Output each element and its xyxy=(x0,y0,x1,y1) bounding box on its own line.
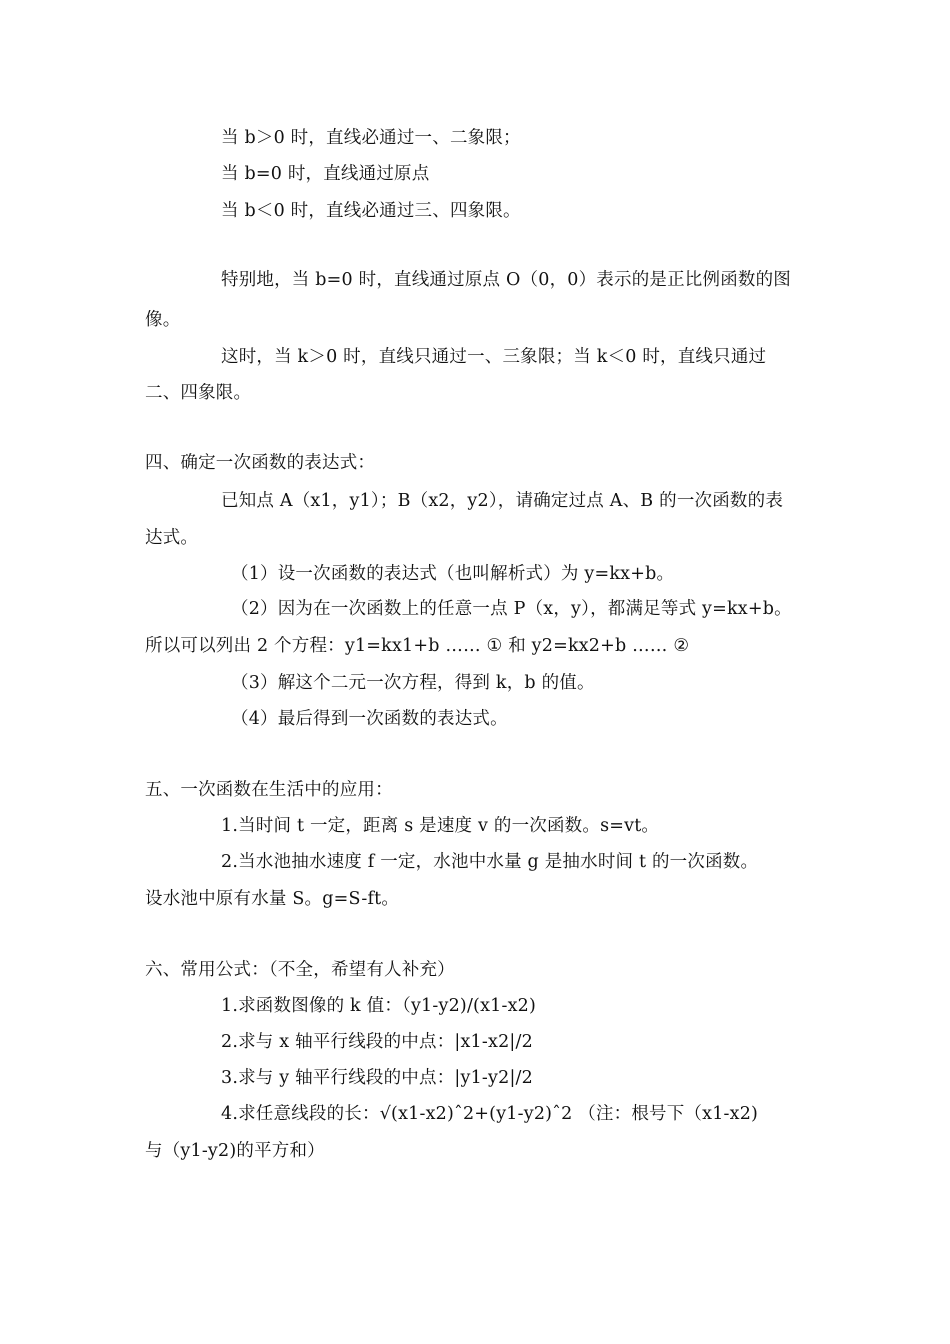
b-positive-line: 当 b＞0 时，直线必通过一、二象限； xyxy=(221,128,521,148)
section-6-item-4-line-2: 与（y1-y2)的平方和） xyxy=(145,1141,325,1161)
section-4-step-3: （3）解这个二元一次方程，得到 k，b 的值。 xyxy=(231,673,595,693)
section-4-step-2-line-1: （2）因为在一次函数上的任意一点 P（x，y），都满足等式 y=kx+b。 xyxy=(231,599,792,619)
section-4-step-2-line-2: 所以可以列出 2 个方程：y1=kx1+b …… ① 和 y2=kx2+b …… ② xyxy=(145,636,690,656)
section-5-heading: 五、一次函数在生活中的应用： xyxy=(145,780,393,800)
section-6-item-3: 3.求与 y 轴平行线段的中点：|y1-y2|/2 xyxy=(221,1068,533,1088)
section-4-step-4: （4）最后得到一次函数的表达式。 xyxy=(231,709,508,729)
section-4-step-1: （1）设一次函数的表达式（也叫解析式）为 y=kx+b。 xyxy=(231,564,675,584)
special-case-paragraph-line-2: 像。 xyxy=(145,310,181,330)
b-zero-line: 当 b=0 时，直线通过原点 xyxy=(221,164,430,184)
special-case-paragraph-line-1: 特别地，当 b=0 时，直线通过原点 O（0，0）表示的是正比例函数的图 xyxy=(221,270,792,290)
section-6-item-1: 1.求函数图像的 k 值：（y1-y2)/(x1-x2) xyxy=(221,996,537,1016)
section-5-item-1: 1.当时间 t 一定，距离 s 是速度 v 的一次函数。s=vt。 xyxy=(221,816,660,836)
k-case-paragraph-line-1: 这时，当 k＞0 时，直线只通过一、三象限；当 k＜0 时，直线只通过 xyxy=(221,347,767,367)
section-6-item-4-line-1: 4.求任意线段的长：√(x1-x2)ˆ2+(y1-y2)ˆ2 （注：根号下（x1-x2) xyxy=(221,1104,759,1124)
section-6-heading: 六、常用公式：（不全，希望有人补充） xyxy=(145,960,455,980)
section-6-item-2: 2.求与 x 轴平行线段的中点：|x1-x2|/2 xyxy=(221,1032,533,1052)
section-5-item-2-line-2: 设水池中原有水量 S。g=S-ft。 xyxy=(145,889,400,909)
section-5-item-2-line-1: 2.当水池抽水速度 f 一定，水池中水量 g 是抽水时间 t 的一次函数。 xyxy=(221,852,759,872)
section-4-intro-line-1: 已知点 A（x1，y1）；B（x2，y2），请确定过点 A、B 的一次函数的表 xyxy=(221,491,784,511)
section-4-heading: 四、确定一次函数的表达式： xyxy=(145,453,376,473)
b-negative-line: 当 b＜0 时，直线必通过三、四象限。 xyxy=(221,201,521,221)
k-case-paragraph-line-2: 二、四象限。 xyxy=(145,383,252,403)
section-4-intro-line-2: 达式。 xyxy=(145,528,199,548)
